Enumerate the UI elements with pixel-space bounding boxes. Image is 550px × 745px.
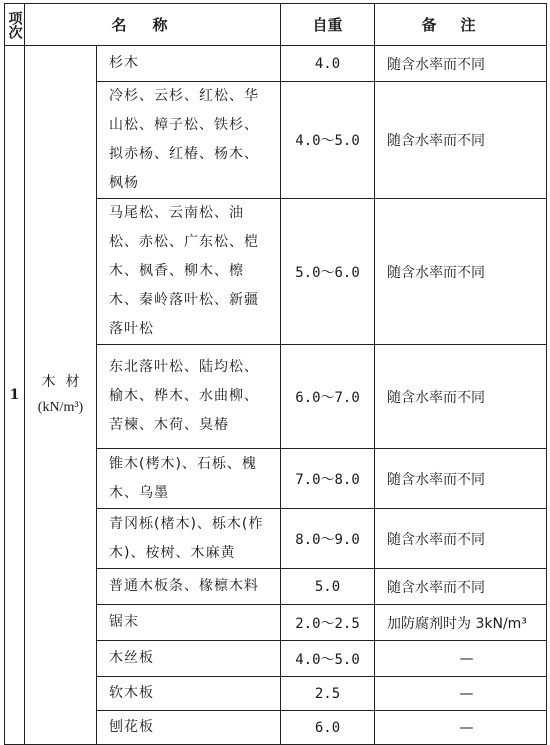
category-label: 木材 xyxy=(41,374,90,390)
material-name: 锥木(栲木)、石栎、槐木、乌墨 xyxy=(97,449,281,509)
material-weight: 6.0 xyxy=(281,711,375,745)
material-note: 随含水率而不同 xyxy=(375,345,547,449)
material-weight: 6.0～7.0 xyxy=(281,345,375,449)
material-note: 随含水率而不同 xyxy=(375,199,547,345)
material-note: 随含水率而不同 xyxy=(375,46,547,82)
material-weight: 2.5 xyxy=(281,677,375,711)
material-note: 随含水率而不同 xyxy=(375,449,547,509)
material-weight: 7.0～8.0 xyxy=(281,449,375,509)
header-name: 名称 xyxy=(25,4,281,46)
material-name: 冷杉、云杉、红松、华山松、樟子松、铁杉、拟赤杨、红椿、杨木、枫杨 xyxy=(97,82,281,199)
category-unit: (kN/m³) xyxy=(37,400,84,415)
material-weight: 8.0～9.0 xyxy=(281,509,375,569)
header-row xyxy=(5,4,547,46)
header-note: 备注 xyxy=(375,4,547,46)
material-name: 锯末 xyxy=(97,605,281,641)
material-weight: 4.0～5.0 xyxy=(281,82,375,199)
category-cell xyxy=(25,46,97,745)
material-name: 马尾松、云南松、油松、赤松、广东松、桤木、枫香、柳木、檫木、秦岭落叶松、新疆落叶松 xyxy=(97,199,281,345)
material-name: 木丝板 xyxy=(97,641,281,677)
material-name: 普通木板条、椽檩木料 xyxy=(97,569,281,605)
material-weight: 5.0 xyxy=(281,569,375,605)
header-weight: 自重 xyxy=(281,4,375,46)
material-name: 东北落叶松、陆均松、榆木、桦木、水曲柳、苦楝、木荷、臭椿 xyxy=(97,345,281,449)
table-row xyxy=(5,46,547,82)
material-note: 随含水率而不同 xyxy=(375,509,547,569)
material-weight: 4.0 xyxy=(281,46,375,82)
item-number: 1 xyxy=(5,46,25,745)
material-name: 刨花板 xyxy=(97,711,281,745)
material-weight-table xyxy=(4,3,547,745)
material-name: 青冈栎(楮木)、栎木(柞木)、桉树、木麻黄 xyxy=(97,509,281,569)
material-name: 软木板 xyxy=(97,677,281,711)
material-note: 随含水率而不同 xyxy=(375,569,547,605)
material-note: — xyxy=(375,641,547,677)
material-weight: 5.0～6.0 xyxy=(281,199,375,345)
material-weight: 2.0～2.5 xyxy=(281,605,375,641)
material-name: 杉木 xyxy=(97,46,281,82)
material-note: — xyxy=(375,677,547,711)
header-item-no: 项次 xyxy=(5,4,25,46)
material-note: 随含水率而不同 xyxy=(375,82,547,199)
material-note: 加防腐剂时为 3kN/m³ xyxy=(375,605,547,641)
material-weight: 4.0～5.0 xyxy=(281,641,375,677)
material-note: — xyxy=(375,711,547,745)
